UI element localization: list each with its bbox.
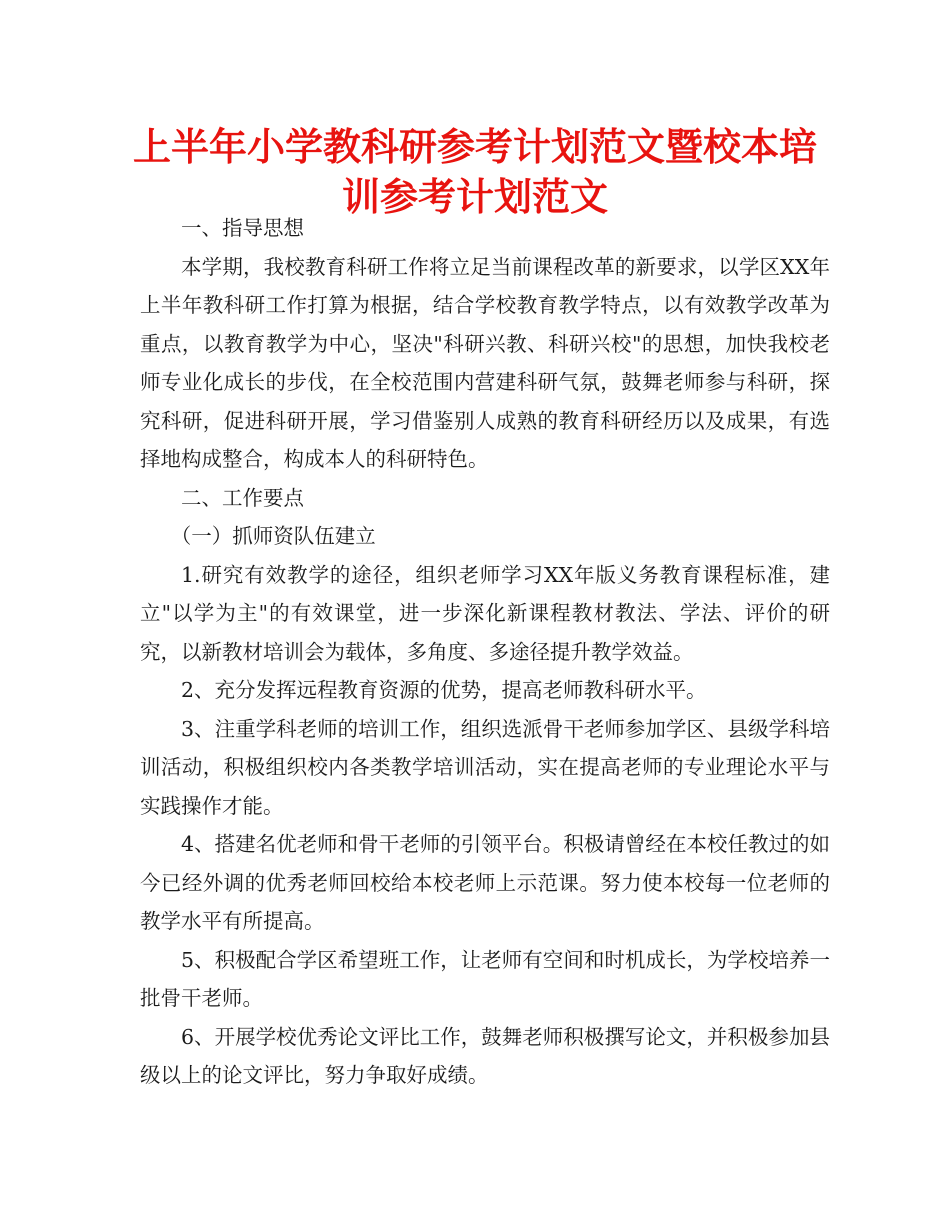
- list-item-2: 2、充分发挥远程教育资源的优势，提高老师教科研水平。: [181, 678, 707, 702]
- list-item-5: 5、积极配合学区希望班工作，让老师有空间和时机成长，为学校培养一批骨干老师。: [140, 947, 830, 1010]
- list-item-4: 4、搭建名优老师和骨干老师的引领平台。积极请曾经在本校任教过的如今已经外调的优秀老师回校给本校老师上示范课。努力使本校每一位老师的教学水平有所提高。: [140, 832, 830, 933]
- list-item-1: 1.研究有效教学的途径，组织老师学习XX年版义务教育课程标准，建立"以学为主"的有效课堂，进一步深化新课程教材教法、学法、评价的研究，以新教材培训会为载体，多角度、多途径提升教学效益。: [140, 562, 830, 664]
- title-line-1: 上半年小学教科研参考计划范文暨校本培: [132, 125, 817, 169]
- list-item-6: 6、开展学校优秀论文评比工作，鼓舞老师积极撰写论文，并积极参加县级以上的论文评比，努力争取好成绩。: [140, 1024, 830, 1087]
- section-heading-guiding-ideology: 一、指导思想: [181, 216, 304, 240]
- document-body: [140, 209, 830, 1095]
- title-line-2: 训参考计划范文: [341, 175, 608, 219]
- document-title: [100, 122, 850, 222]
- paragraph-guiding-ideology: 本学期，我校教育科研工作将立足当前课程改革的新要求，以学区XX年上半年教科研工作打算为根据，结合学校教育教学特点，以有效教学改革为重点，以教育教学为中心，坚决"科研兴教、科研兴校"的思想，加快我校老师专业化成长的步伐，在全校范围内营建科研气氛，鼓舞老师参与科研，探究科研，促进科研开展，学习借鉴别人成熟的教育科研经历以及成果，有选择地构成整合，构成本人的科研特色。: [140, 254, 830, 471]
- section-heading-work-points: 二、工作要点: [181, 485, 304, 510]
- subsection-heading-teacher-team: （一）抓师资队伍建立: [170, 524, 376, 548]
- list-item-3: 3、注重学科老师的培训工作，组织选派骨干老师参加学区、县级学科培训活动，积极组织校内各类教学培训活动，实在提高老师的专业理论水平与实践操作才能。: [140, 716, 830, 818]
